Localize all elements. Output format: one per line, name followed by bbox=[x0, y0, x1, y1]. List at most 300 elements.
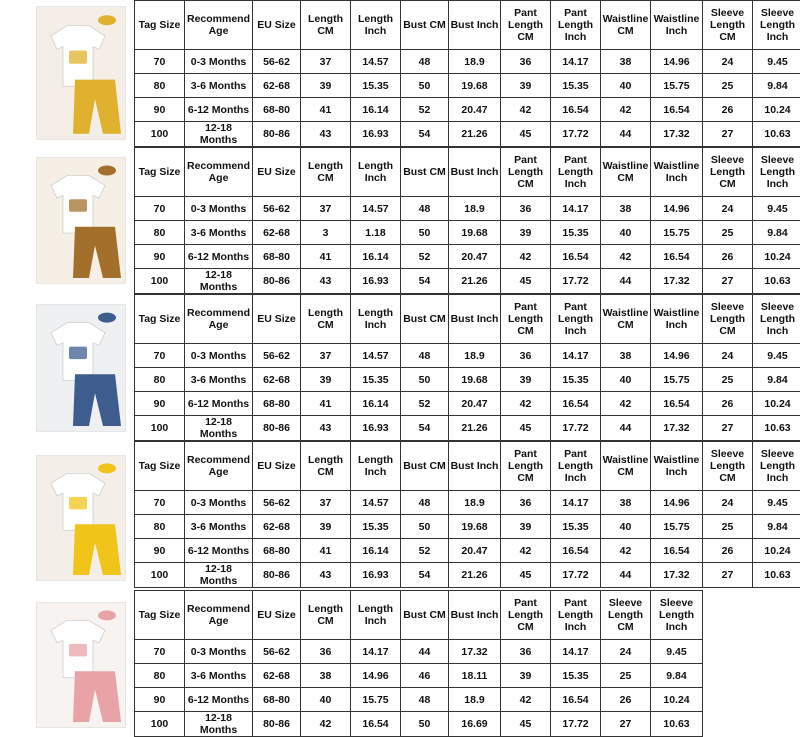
column-header: Waistline CM bbox=[601, 442, 651, 491]
table-cell: 9.84 bbox=[651, 664, 703, 688]
table-cell: 14.57 bbox=[351, 491, 401, 515]
column-header: Pant Length CM bbox=[501, 1, 551, 50]
column-header: Length Inch bbox=[351, 1, 401, 50]
table-cell: 17.72 bbox=[551, 269, 601, 294]
table-cell: 9.45 bbox=[753, 50, 800, 74]
table-cell: 16.93 bbox=[351, 269, 401, 294]
column-header: Pant Length CM bbox=[501, 442, 551, 491]
column-header: Waistline Inch bbox=[651, 1, 703, 50]
table-cell: 18.9 bbox=[449, 491, 501, 515]
column-header: EU Size bbox=[253, 295, 301, 344]
column-header: Bust CM bbox=[401, 148, 449, 197]
table-cell: 48 bbox=[401, 491, 449, 515]
table-row bbox=[135, 74, 800, 98]
table-cell: 16.14 bbox=[351, 245, 401, 269]
table-cell: 16.54 bbox=[351, 712, 401, 737]
table-cell: 18.9 bbox=[449, 197, 501, 221]
table-cell: 38 bbox=[601, 50, 651, 74]
table-cell: 21.26 bbox=[449, 563, 501, 588]
size-chart-block-5 bbox=[0, 590, 800, 734]
table-cell: 62-68 bbox=[253, 74, 301, 98]
table-cell: 44 bbox=[601, 269, 651, 294]
table-cell: 80-86 bbox=[253, 712, 301, 737]
table-cell: 16.54 bbox=[551, 688, 601, 712]
table-cell: 17.32 bbox=[651, 122, 703, 147]
table-cell: 9.45 bbox=[651, 640, 703, 664]
table-cell: 14.96 bbox=[651, 344, 703, 368]
column-header: Pant Length CM bbox=[501, 591, 551, 640]
table-cell: 17.72 bbox=[551, 416, 601, 441]
column-header: Length CM bbox=[301, 1, 351, 50]
table-cell: 42 bbox=[601, 98, 651, 122]
headband-bow bbox=[98, 610, 116, 620]
table-cell: 37 bbox=[301, 50, 351, 74]
table-cell: 1.18 bbox=[351, 221, 401, 245]
column-header: Recommend Age bbox=[185, 1, 253, 50]
table-cell: 14.17 bbox=[551, 640, 601, 664]
column-header: Bust Inch bbox=[449, 148, 501, 197]
table-cell: 39 bbox=[301, 368, 351, 392]
table-cell: 45 bbox=[501, 563, 551, 588]
table-cell: 39 bbox=[301, 515, 351, 539]
product-photo-4 bbox=[37, 456, 125, 580]
table-cell: 45 bbox=[501, 712, 551, 737]
table-cell: 27 bbox=[703, 122, 753, 147]
table-cell: 26 bbox=[601, 688, 651, 712]
headband-bow bbox=[98, 313, 116, 323]
table-cell: 26 bbox=[703, 392, 753, 416]
column-header: Bust Inch bbox=[449, 1, 501, 50]
table-cell: 38 bbox=[601, 197, 651, 221]
table-cell: 0-3 Months bbox=[185, 640, 253, 664]
table-cell: 24 bbox=[703, 491, 753, 515]
table-cell: 9.84 bbox=[753, 515, 800, 539]
table-row bbox=[135, 491, 800, 515]
column-header: Sleeve Length CM bbox=[703, 442, 753, 491]
table-cell: 14.57 bbox=[351, 50, 401, 74]
column-header: Length CM bbox=[301, 591, 351, 640]
table-cell: 19.68 bbox=[449, 221, 501, 245]
table-row bbox=[135, 416, 800, 441]
table-cell: 16.54 bbox=[651, 539, 703, 563]
column-header: Waistline Inch bbox=[651, 295, 703, 344]
column-header: Tag Size bbox=[135, 591, 185, 640]
column-header: Bust CM bbox=[401, 442, 449, 491]
table-cell: 80 bbox=[135, 515, 185, 539]
table-cell: 52 bbox=[401, 245, 449, 269]
product-thumbnail bbox=[36, 455, 126, 581]
table-cell: 14.17 bbox=[551, 197, 601, 221]
table-row bbox=[135, 245, 800, 269]
table-cell: 50 bbox=[401, 221, 449, 245]
table-cell: 14.17 bbox=[551, 50, 601, 74]
column-header: Tag Size bbox=[135, 148, 185, 197]
table-cell: 38 bbox=[601, 344, 651, 368]
table-cell: 80 bbox=[135, 74, 185, 98]
table-cell: 10.24 bbox=[753, 245, 800, 269]
table-cell: 43 bbox=[301, 563, 351, 588]
table-cell: 48 bbox=[401, 688, 449, 712]
table-cell: 21.26 bbox=[449, 416, 501, 441]
table-cell: 15.35 bbox=[351, 74, 401, 98]
table-cell: 43 bbox=[301, 269, 351, 294]
table-row bbox=[135, 563, 800, 588]
table-cell: 16.54 bbox=[651, 392, 703, 416]
table-cell: 6-12 Months bbox=[185, 98, 253, 122]
table-cell: 80 bbox=[135, 368, 185, 392]
table-cell: 40 bbox=[601, 368, 651, 392]
table-cell: 100 bbox=[135, 269, 185, 294]
table-cell: 56-62 bbox=[253, 640, 301, 664]
size-table bbox=[134, 294, 800, 441]
table-cell: 48 bbox=[401, 344, 449, 368]
column-header: Tag Size bbox=[135, 442, 185, 491]
column-header: Pant Length Inch bbox=[551, 591, 601, 640]
product-photo-5 bbox=[37, 603, 125, 727]
table-cell: 40 bbox=[601, 515, 651, 539]
table-cell: 14.57 bbox=[351, 344, 401, 368]
table-header-row bbox=[135, 148, 800, 197]
table-row bbox=[135, 688, 703, 712]
table-row bbox=[135, 664, 703, 688]
table-cell: 15.75 bbox=[651, 74, 703, 98]
table-cell: 16.54 bbox=[551, 98, 601, 122]
table-cell: 6-12 Months bbox=[185, 688, 253, 712]
table-cell: 15.35 bbox=[351, 515, 401, 539]
table-cell: 68-80 bbox=[253, 392, 301, 416]
table-cell: 14.96 bbox=[651, 50, 703, 74]
bodysuit-print bbox=[69, 497, 87, 509]
table-cell: 21.26 bbox=[449, 122, 501, 147]
table-cell: 9.84 bbox=[753, 368, 800, 392]
table-cell: 6-12 Months bbox=[185, 392, 253, 416]
table-cell: 39 bbox=[301, 74, 351, 98]
table-cell: 10.63 bbox=[753, 269, 800, 294]
table-cell: 25 bbox=[601, 664, 651, 688]
table-cell: 14.17 bbox=[551, 491, 601, 515]
column-header: Pant Length Inch bbox=[551, 1, 601, 50]
table-cell: 16.14 bbox=[351, 539, 401, 563]
table-cell: 16.69 bbox=[449, 712, 501, 737]
column-header: Length Inch bbox=[351, 591, 401, 640]
table-cell: 3-6 Months bbox=[185, 74, 253, 98]
column-header: Pant Length CM bbox=[501, 295, 551, 344]
table-cell: 20.47 bbox=[449, 98, 501, 122]
column-header: Sleeve Length Inch bbox=[651, 591, 703, 640]
table-cell: 12-18 Months bbox=[185, 712, 253, 737]
table-cell: 16.14 bbox=[351, 392, 401, 416]
table-row bbox=[135, 515, 800, 539]
table-cell: 41 bbox=[301, 392, 351, 416]
product-photo-1 bbox=[37, 7, 125, 139]
column-header: Sleeve Length Inch bbox=[753, 295, 800, 344]
table-cell: 39 bbox=[501, 368, 551, 392]
table-cell: 50 bbox=[401, 74, 449, 98]
table-cell: 3 bbox=[301, 221, 351, 245]
table-cell: 90 bbox=[135, 539, 185, 563]
product-photo-2 bbox=[37, 158, 125, 283]
table-cell: 9.45 bbox=[753, 344, 800, 368]
table-cell: 37 bbox=[301, 491, 351, 515]
table-cell: 42 bbox=[601, 392, 651, 416]
table-row bbox=[135, 269, 800, 294]
table-cell: 54 bbox=[401, 416, 449, 441]
table-cell: 39 bbox=[501, 664, 551, 688]
table-cell: 62-68 bbox=[253, 368, 301, 392]
table-cell: 3-6 Months bbox=[185, 221, 253, 245]
size-table bbox=[134, 441, 800, 588]
table-row bbox=[135, 368, 800, 392]
table-cell: 54 bbox=[401, 122, 449, 147]
column-header: Waistline CM bbox=[601, 295, 651, 344]
table-cell: 18.9 bbox=[449, 50, 501, 74]
table-header-row bbox=[135, 591, 703, 640]
table-cell: 80-86 bbox=[253, 122, 301, 147]
table-cell: 25 bbox=[703, 368, 753, 392]
table-cell: 17.32 bbox=[449, 640, 501, 664]
table-cell: 3-6 Months bbox=[185, 515, 253, 539]
bodysuit-print bbox=[69, 199, 87, 212]
column-header: Recommend Age bbox=[185, 591, 253, 640]
table-cell: 48 bbox=[401, 197, 449, 221]
table-cell: 20.47 bbox=[449, 392, 501, 416]
table-cell: 90 bbox=[135, 392, 185, 416]
table-cell: 36 bbox=[501, 50, 551, 74]
table-row bbox=[135, 122, 800, 147]
table-cell: 41 bbox=[301, 245, 351, 269]
table-cell: 39 bbox=[501, 221, 551, 245]
product-thumbnail bbox=[36, 157, 126, 284]
table-cell: 10.63 bbox=[753, 416, 800, 441]
table-cell: 52 bbox=[401, 539, 449, 563]
column-header: Pant Length Inch bbox=[551, 148, 601, 197]
table-cell: 62-68 bbox=[253, 221, 301, 245]
table-cell: 10.24 bbox=[753, 539, 800, 563]
table-row bbox=[135, 98, 800, 122]
table-cell: 36 bbox=[501, 344, 551, 368]
table-cell: 39 bbox=[501, 74, 551, 98]
table-cell: 15.35 bbox=[351, 368, 401, 392]
table-cell: 36 bbox=[501, 640, 551, 664]
table-cell: 38 bbox=[601, 491, 651, 515]
column-header: Bust Inch bbox=[449, 295, 501, 344]
table-cell: 43 bbox=[301, 122, 351, 147]
table-row bbox=[135, 344, 800, 368]
table-row bbox=[135, 392, 800, 416]
bodysuit-print bbox=[69, 51, 87, 64]
headband-bow bbox=[98, 15, 116, 25]
column-header: Length CM bbox=[301, 148, 351, 197]
column-header: Bust Inch bbox=[449, 442, 501, 491]
table-cell: 3-6 Months bbox=[185, 664, 253, 688]
table-cell: 18.9 bbox=[449, 688, 501, 712]
table-cell: 41 bbox=[301, 539, 351, 563]
table-cell: 45 bbox=[501, 416, 551, 441]
column-header: Sleeve Length CM bbox=[703, 148, 753, 197]
table-cell: 17.72 bbox=[551, 563, 601, 588]
table-cell: 15.35 bbox=[551, 74, 601, 98]
product-photo-3 bbox=[37, 305, 125, 431]
column-header: Pant Length Inch bbox=[551, 295, 601, 344]
table-cell: 14.96 bbox=[351, 664, 401, 688]
table-row bbox=[135, 539, 800, 563]
bodysuit-print bbox=[69, 644, 87, 656]
table-cell: 54 bbox=[401, 563, 449, 588]
size-table bbox=[134, 590, 703, 737]
table-cell: 25 bbox=[703, 221, 753, 245]
table-cell: 70 bbox=[135, 344, 185, 368]
column-header: EU Size bbox=[253, 148, 301, 197]
column-header: Sleeve Length Inch bbox=[753, 442, 800, 491]
table-cell: 15.75 bbox=[651, 368, 703, 392]
table-cell: 40 bbox=[601, 221, 651, 245]
table-cell: 27 bbox=[601, 712, 651, 737]
table-cell: 70 bbox=[135, 491, 185, 515]
table-cell: 24 bbox=[703, 197, 753, 221]
table-cell: 37 bbox=[301, 344, 351, 368]
column-header: Length Inch bbox=[351, 295, 401, 344]
size-chart-block-2 bbox=[0, 147, 800, 292]
table-cell: 15.35 bbox=[551, 368, 601, 392]
table-cell: 45 bbox=[501, 122, 551, 147]
table-cell: 24 bbox=[601, 640, 651, 664]
size-table bbox=[134, 0, 800, 147]
table-cell: 10.24 bbox=[753, 392, 800, 416]
table-cell: 27 bbox=[703, 563, 753, 588]
column-header: Waistline CM bbox=[601, 148, 651, 197]
table-cell: 80-86 bbox=[253, 269, 301, 294]
column-header: Sleeve Length CM bbox=[601, 591, 651, 640]
table-cell: 68-80 bbox=[253, 245, 301, 269]
size-chart-block-1 bbox=[0, 0, 800, 145]
table-cell: 9.84 bbox=[753, 221, 800, 245]
table-cell: 14.17 bbox=[351, 640, 401, 664]
column-header: Length Inch bbox=[351, 442, 401, 491]
column-header: Bust Inch bbox=[449, 591, 501, 640]
table-cell: 39 bbox=[501, 515, 551, 539]
table-cell: 44 bbox=[601, 416, 651, 441]
column-header: Length Inch bbox=[351, 148, 401, 197]
table-cell: 15.75 bbox=[651, 221, 703, 245]
table-cell: 62-68 bbox=[253, 664, 301, 688]
table-cell: 56-62 bbox=[253, 50, 301, 74]
table-cell: 20.47 bbox=[449, 245, 501, 269]
table-row bbox=[135, 640, 703, 664]
table-row bbox=[135, 50, 800, 74]
table-cell: 40 bbox=[301, 688, 351, 712]
table-cell: 26 bbox=[703, 539, 753, 563]
column-header: Length CM bbox=[301, 442, 351, 491]
table-cell: 80 bbox=[135, 664, 185, 688]
column-header: Recommend Age bbox=[185, 442, 253, 491]
table-cell: 19.68 bbox=[449, 74, 501, 98]
table-cell: 10.63 bbox=[651, 712, 703, 737]
table-row bbox=[135, 712, 703, 737]
table-cell: 6-12 Months bbox=[185, 539, 253, 563]
table-cell: 0-3 Months bbox=[185, 50, 253, 74]
table-cell: 12-18 Months bbox=[185, 563, 253, 588]
table-cell: 14.17 bbox=[551, 344, 601, 368]
column-header: Sleeve Length CM bbox=[703, 1, 753, 50]
table-cell: 18.9 bbox=[449, 344, 501, 368]
table-cell: 16.93 bbox=[351, 122, 401, 147]
table-cell: 100 bbox=[135, 416, 185, 441]
table-cell: 16.14 bbox=[351, 98, 401, 122]
table-cell: 25 bbox=[703, 74, 753, 98]
column-header: Bust CM bbox=[401, 1, 449, 50]
table-cell: 38 bbox=[301, 664, 351, 688]
table-cell: 19.68 bbox=[449, 515, 501, 539]
table-cell: 70 bbox=[135, 50, 185, 74]
table-cell: 12-18 Months bbox=[185, 416, 253, 441]
table-cell: 17.72 bbox=[551, 712, 601, 737]
table-cell: 43 bbox=[301, 416, 351, 441]
table-cell: 14.96 bbox=[651, 491, 703, 515]
table-cell: 9.45 bbox=[753, 197, 800, 221]
table-cell: 18.11 bbox=[449, 664, 501, 688]
table-cell: 52 bbox=[401, 392, 449, 416]
table-cell: 42 bbox=[501, 98, 551, 122]
table-header-row bbox=[135, 295, 800, 344]
headband-bow bbox=[98, 166, 116, 176]
column-header: Pant Length Inch bbox=[551, 442, 601, 491]
table-cell: 27 bbox=[703, 269, 753, 294]
table-cell: 90 bbox=[135, 98, 185, 122]
column-header: Sleeve Length CM bbox=[703, 295, 753, 344]
table-cell: 17.72 bbox=[551, 122, 601, 147]
product-thumbnail bbox=[36, 602, 126, 728]
table-cell: 100 bbox=[135, 563, 185, 588]
table-cell: 14.96 bbox=[651, 197, 703, 221]
table-cell: 42 bbox=[601, 245, 651, 269]
table-cell: 15.75 bbox=[351, 688, 401, 712]
table-cell: 15.35 bbox=[551, 664, 601, 688]
table-cell: 90 bbox=[135, 245, 185, 269]
table-row bbox=[135, 221, 800, 245]
table-cell: 17.32 bbox=[651, 416, 703, 441]
product-thumbnail bbox=[36, 304, 126, 432]
table-cell: 50 bbox=[401, 515, 449, 539]
table-cell: 45 bbox=[501, 269, 551, 294]
table-cell: 50 bbox=[401, 368, 449, 392]
table-cell: 80-86 bbox=[253, 563, 301, 588]
table-cell: 70 bbox=[135, 197, 185, 221]
table-row bbox=[135, 197, 800, 221]
table-cell: 70 bbox=[135, 640, 185, 664]
table-cell: 15.35 bbox=[551, 515, 601, 539]
table-cell: 16.93 bbox=[351, 563, 401, 588]
column-header: Recommend Age bbox=[185, 148, 253, 197]
table-cell: 17.32 bbox=[651, 563, 703, 588]
table-cell: 48 bbox=[401, 50, 449, 74]
table-cell: 26 bbox=[703, 98, 753, 122]
table-header-row bbox=[135, 442, 800, 491]
table-cell: 52 bbox=[401, 98, 449, 122]
table-cell: 24 bbox=[703, 50, 753, 74]
column-header: Sleeve Length Inch bbox=[753, 1, 800, 50]
table-cell: 37 bbox=[301, 197, 351, 221]
table-cell: 12-18 Months bbox=[185, 122, 253, 147]
table-cell: 54 bbox=[401, 269, 449, 294]
table-cell: 44 bbox=[401, 640, 449, 664]
column-header: Tag Size bbox=[135, 1, 185, 50]
table-cell: 16.54 bbox=[551, 539, 601, 563]
table-cell: 68-80 bbox=[253, 98, 301, 122]
table-cell: 16.54 bbox=[551, 392, 601, 416]
table-header-row bbox=[135, 1, 800, 50]
table-cell: 10.63 bbox=[753, 563, 800, 588]
table-cell: 24 bbox=[703, 344, 753, 368]
